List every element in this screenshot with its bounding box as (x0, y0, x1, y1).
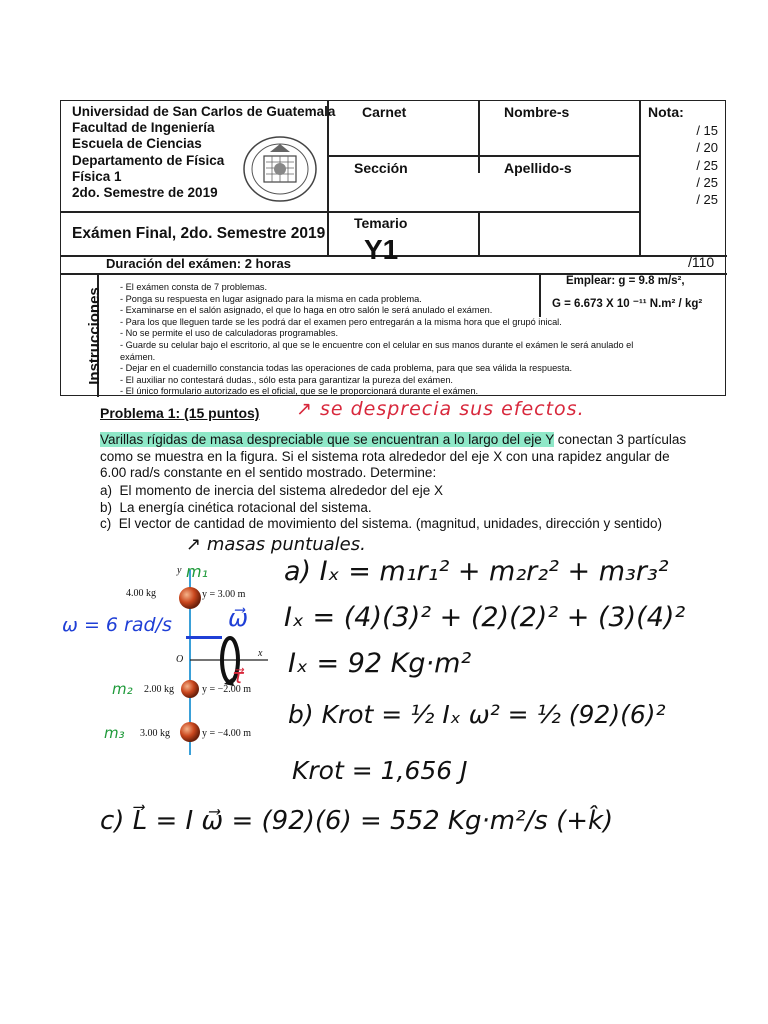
solution-a3: Iₓ = 92 Kg·m² (288, 648, 472, 679)
y-axis-label: y (177, 565, 182, 576)
temario-label: Temario (354, 215, 408, 231)
omega-arrow-icon (186, 636, 222, 639)
mass2-label: 2.00 kg (144, 684, 174, 695)
instruction-item: - Ponga su respuesta en lugar asignado para la misma en cada problema. (120, 293, 422, 304)
solution-a2: Iₓ = (4)(3)² + (2)(2)² + (3)(4)² (284, 602, 686, 633)
score-slot: / 25 (696, 174, 718, 190)
part-c: c) El vector de cantidad de movimiento del sistema. (magnitud, unidades, dirección y sentido) (100, 516, 663, 531)
duration-label: Duración del exámen: 2 horas (106, 256, 291, 271)
m1-handwritten: m₁ (186, 562, 208, 581)
statement-part: conectan 3 partículas (554, 432, 687, 447)
score-slot: / 15 (696, 123, 718, 138)
instructions-list (120, 282, 660, 398)
statement-line: 6.00 rad/s constante en el sentido mostrado. Determine: (100, 465, 437, 480)
solution-b1: b) Krot = ½ Iₓ ω² = ½ (92)(6)² (288, 700, 666, 729)
instruction-item: - Para los que lleguen tarde se les podrá dar el examen pero entregarán a la misma hora que el grupó inical. (120, 316, 562, 327)
university-seal-icon (240, 134, 320, 204)
emplear-line1: Emplear: g = 9.8 m/s², (566, 275, 685, 287)
mass-3-sphere (180, 722, 200, 742)
university-line: Facultad de Ingeniería (72, 120, 215, 136)
m2-handwritten: m₂ (112, 680, 133, 698)
mass-2-sphere (181, 680, 199, 698)
solution-a1: a) Iₓ = m₁r₁² + m₂r₂² + m₃r₃² (284, 556, 669, 587)
nombres-label: Nombre-s (504, 104, 570, 120)
highlighted-text: Varillas rígidas de masa despreciable que se encuentran a lo largo del eje Y (100, 432, 555, 447)
y3-label: y = −4.00 m (202, 728, 252, 739)
problem-parts (100, 483, 720, 533)
emplear-line2: G = 6.673 X 10 ⁻¹¹ N.m² / kg² (552, 298, 703, 310)
instruction-item: - El auxiliar no contestará dudas., sólo esta para garantizar la pureza del exámen. (120, 374, 453, 385)
mass1-label: 4.00 kg (126, 588, 156, 599)
instruction-item: - Guarde su celular bajo el escritorio, al que se le encuentre con el celular en sus manos durante el exámen le será anulado el exámen. (120, 339, 634, 362)
university-line: 2do. Semestre de 2019 (72, 185, 218, 201)
seccion-label: Sección (354, 160, 408, 176)
mass3-label: 3.00 kg (140, 728, 170, 739)
university-line: Física 1 (72, 168, 122, 184)
tau-vector: τ⃗ (232, 664, 245, 688)
nota-scores (676, 122, 718, 208)
instructions-label: Instrucciones (86, 287, 103, 385)
university-line: Escuela de Ciencias (72, 136, 202, 152)
m3-handwritten: m₃ (104, 724, 125, 742)
mass-1-sphere (179, 587, 201, 609)
temario-value: Y1 (364, 234, 399, 265)
omega-vector: ω⃗ (228, 604, 249, 632)
carnet-label: Carnet (362, 104, 407, 120)
score-slot: / 20 (696, 140, 718, 156)
arrow-icon: ↗ (186, 534, 202, 555)
apellidos-label: Apellido-s (504, 160, 572, 176)
instruction-item: - Dejar en el cuadernillo constancia todas las operaciones de cada problema, para que sea válida la respuesta. (120, 363, 572, 374)
y1-label: y = 3.00 m (202, 589, 246, 600)
arrow-icon: ↗ (296, 398, 313, 420)
university-line: Departamento de Física (72, 152, 225, 168)
instruction-item: - El exámen consta de 7 problemas. (120, 282, 268, 292)
handwritten-note-masas: ↗ masas puntuales. (186, 534, 366, 555)
instruction-item: - No se permite el uso de calculadoras programables. (120, 328, 339, 339)
instruction-item: - Examinarse en el salón asignado, el que lo haga en otro salón le será anulado el exámen. (120, 305, 493, 316)
university-line: Universidad de San Carlos de Guatemala (72, 104, 336, 119)
part-a: a) El momento de inercia del sistema alrededor del eje X (100, 483, 443, 498)
total-score: /110 (688, 254, 715, 270)
exam-title: Exámen Final, 2do. Semestre 2019 (72, 225, 326, 242)
problem-statement (100, 432, 720, 482)
score-slot: / 25 (696, 192, 718, 208)
y2-label: y = −2.00 m (202, 684, 252, 695)
x-axis-label: x (258, 648, 263, 659)
solution-b2: Krot = 1,656 J (292, 756, 468, 785)
part-b: b) La energía cinética rotacional del sistema. (100, 499, 372, 515)
origin-label: O (176, 654, 184, 665)
instruction-item: - El único formulario autorizado es el oficial, que se le proporcionará durante el exámen. (120, 386, 478, 397)
nota-label: Nota: (648, 104, 684, 120)
note-text: se desprecia sus efectos. (319, 398, 585, 420)
score-slot: / 25 (696, 157, 718, 173)
problem-title: Problema 1: (15 puntos) (100, 405, 260, 421)
solution-c1: c) L⃗ = I ω⃗ = (92)(6) = 552 Kg·m²/s (+k̂) (100, 806, 614, 836)
omega-value: ω = 6 rad/s (62, 614, 172, 636)
statement-line: como se muestra en la figura. Si el sistema rota alrededor del eje X con una rapidez angular de (100, 448, 670, 464)
handwritten-note-red (296, 398, 585, 420)
